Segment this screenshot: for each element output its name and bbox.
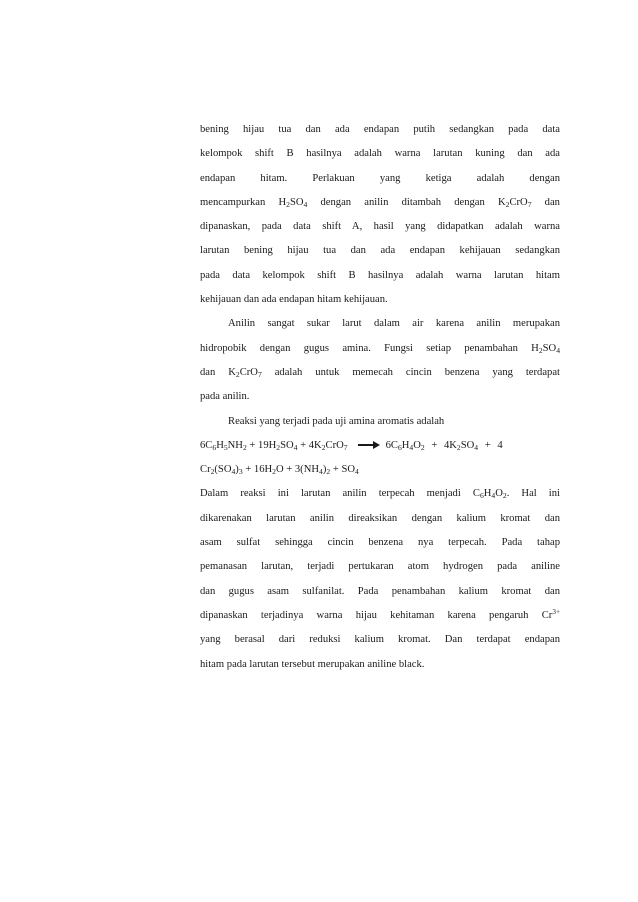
text-line: larutan bening hijau tua dan ada endapan kehijauan sedangkan: [200, 245, 560, 257]
text-line: kehijauan dan ada endapan hitam kehijauan.: [200, 294, 388, 306]
text-line: dipanaskan terjadinya warna hijau kehitaman karena pengaruh $Cr^{3+}$: [200, 607, 560, 621]
equation-line-2: $Cr_2(SO_4)_3 + 16H_2O + 3(NH_4)_2 + SO_4$: [200, 464, 359, 477]
text-line: kelompok shift B hasilnya adalah warna larutan kuning dan ada: [200, 148, 560, 160]
document-page: [200, 118, 560, 677]
text-line: dipanaskan, pada data shift A, hasil yang didapatkan adalah warna: [200, 221, 560, 233]
text-line: endapan hitam. Perlakuan yang ketiga adalah dengan: [200, 172, 560, 184]
reaction-arrow-icon: [358, 441, 380, 449]
text-line: Anilin sangat sukar larut dalam air karena anilin merupakan: [228, 318, 560, 330]
text-line: Reaksi yang terjadi pada uji amina aromatis adalah: [228, 415, 445, 427]
text-line: dan gugus asam sulfanilat. Pada penambahan kalium kromat dan: [200, 585, 560, 597]
equation-line-1: [200, 434, 560, 458]
text-line: asam sulfat sehingga cincin benzena nya terpecah. Pada tahap: [200, 537, 560, 549]
text-line: hitam pada larutan tersebut merupakan aniline black.: [200, 658, 425, 670]
text-line: Dalam reaksi ini larutan anilin terpecah menjadi $C_6H_4O_2$. Hal ini: [200, 488, 560, 501]
text-line: bening hijau tua dan ada endapan putih sedangkan pada data: [200, 124, 560, 135]
text-line: dikarenakan larutan anilin direaksikan dengan kalium kromat dan: [200, 512, 560, 524]
text-line: pemanasan larutan, terjadi pertukaran atom hydrogen pada aniline: [200, 561, 560, 573]
text-line: hidropobik dengan gugus amina. Fungsi setiap penambahan $H_2SO_4$: [200, 342, 560, 355]
equation-right: $6C_6H_4O_2 + 4K_2SO_4 + 4$: [385, 439, 503, 452]
text-line: yang berasal dari reduksi kalium kromat. Dan terdapat endapan: [200, 634, 560, 646]
text-line: mencampurkan $H_2SO_4$ dengan anilin ditambah dengan $K_2CrO_7$ dan: [200, 196, 560, 210]
equation-left: $6C_6H_5NH_2 + 19H_2SO_4 + 4K_2CrO_7$: [200, 439, 348, 452]
text-line: pada data kelompok shift B hasilnya adalah warna larutan hitam: [200, 269, 560, 281]
text-line: pada anilin.: [200, 391, 250, 403]
text-line: dan $K_2CrO_7$ adalah untuk memecah cincin benzena yang terdapat: [200, 366, 560, 380]
